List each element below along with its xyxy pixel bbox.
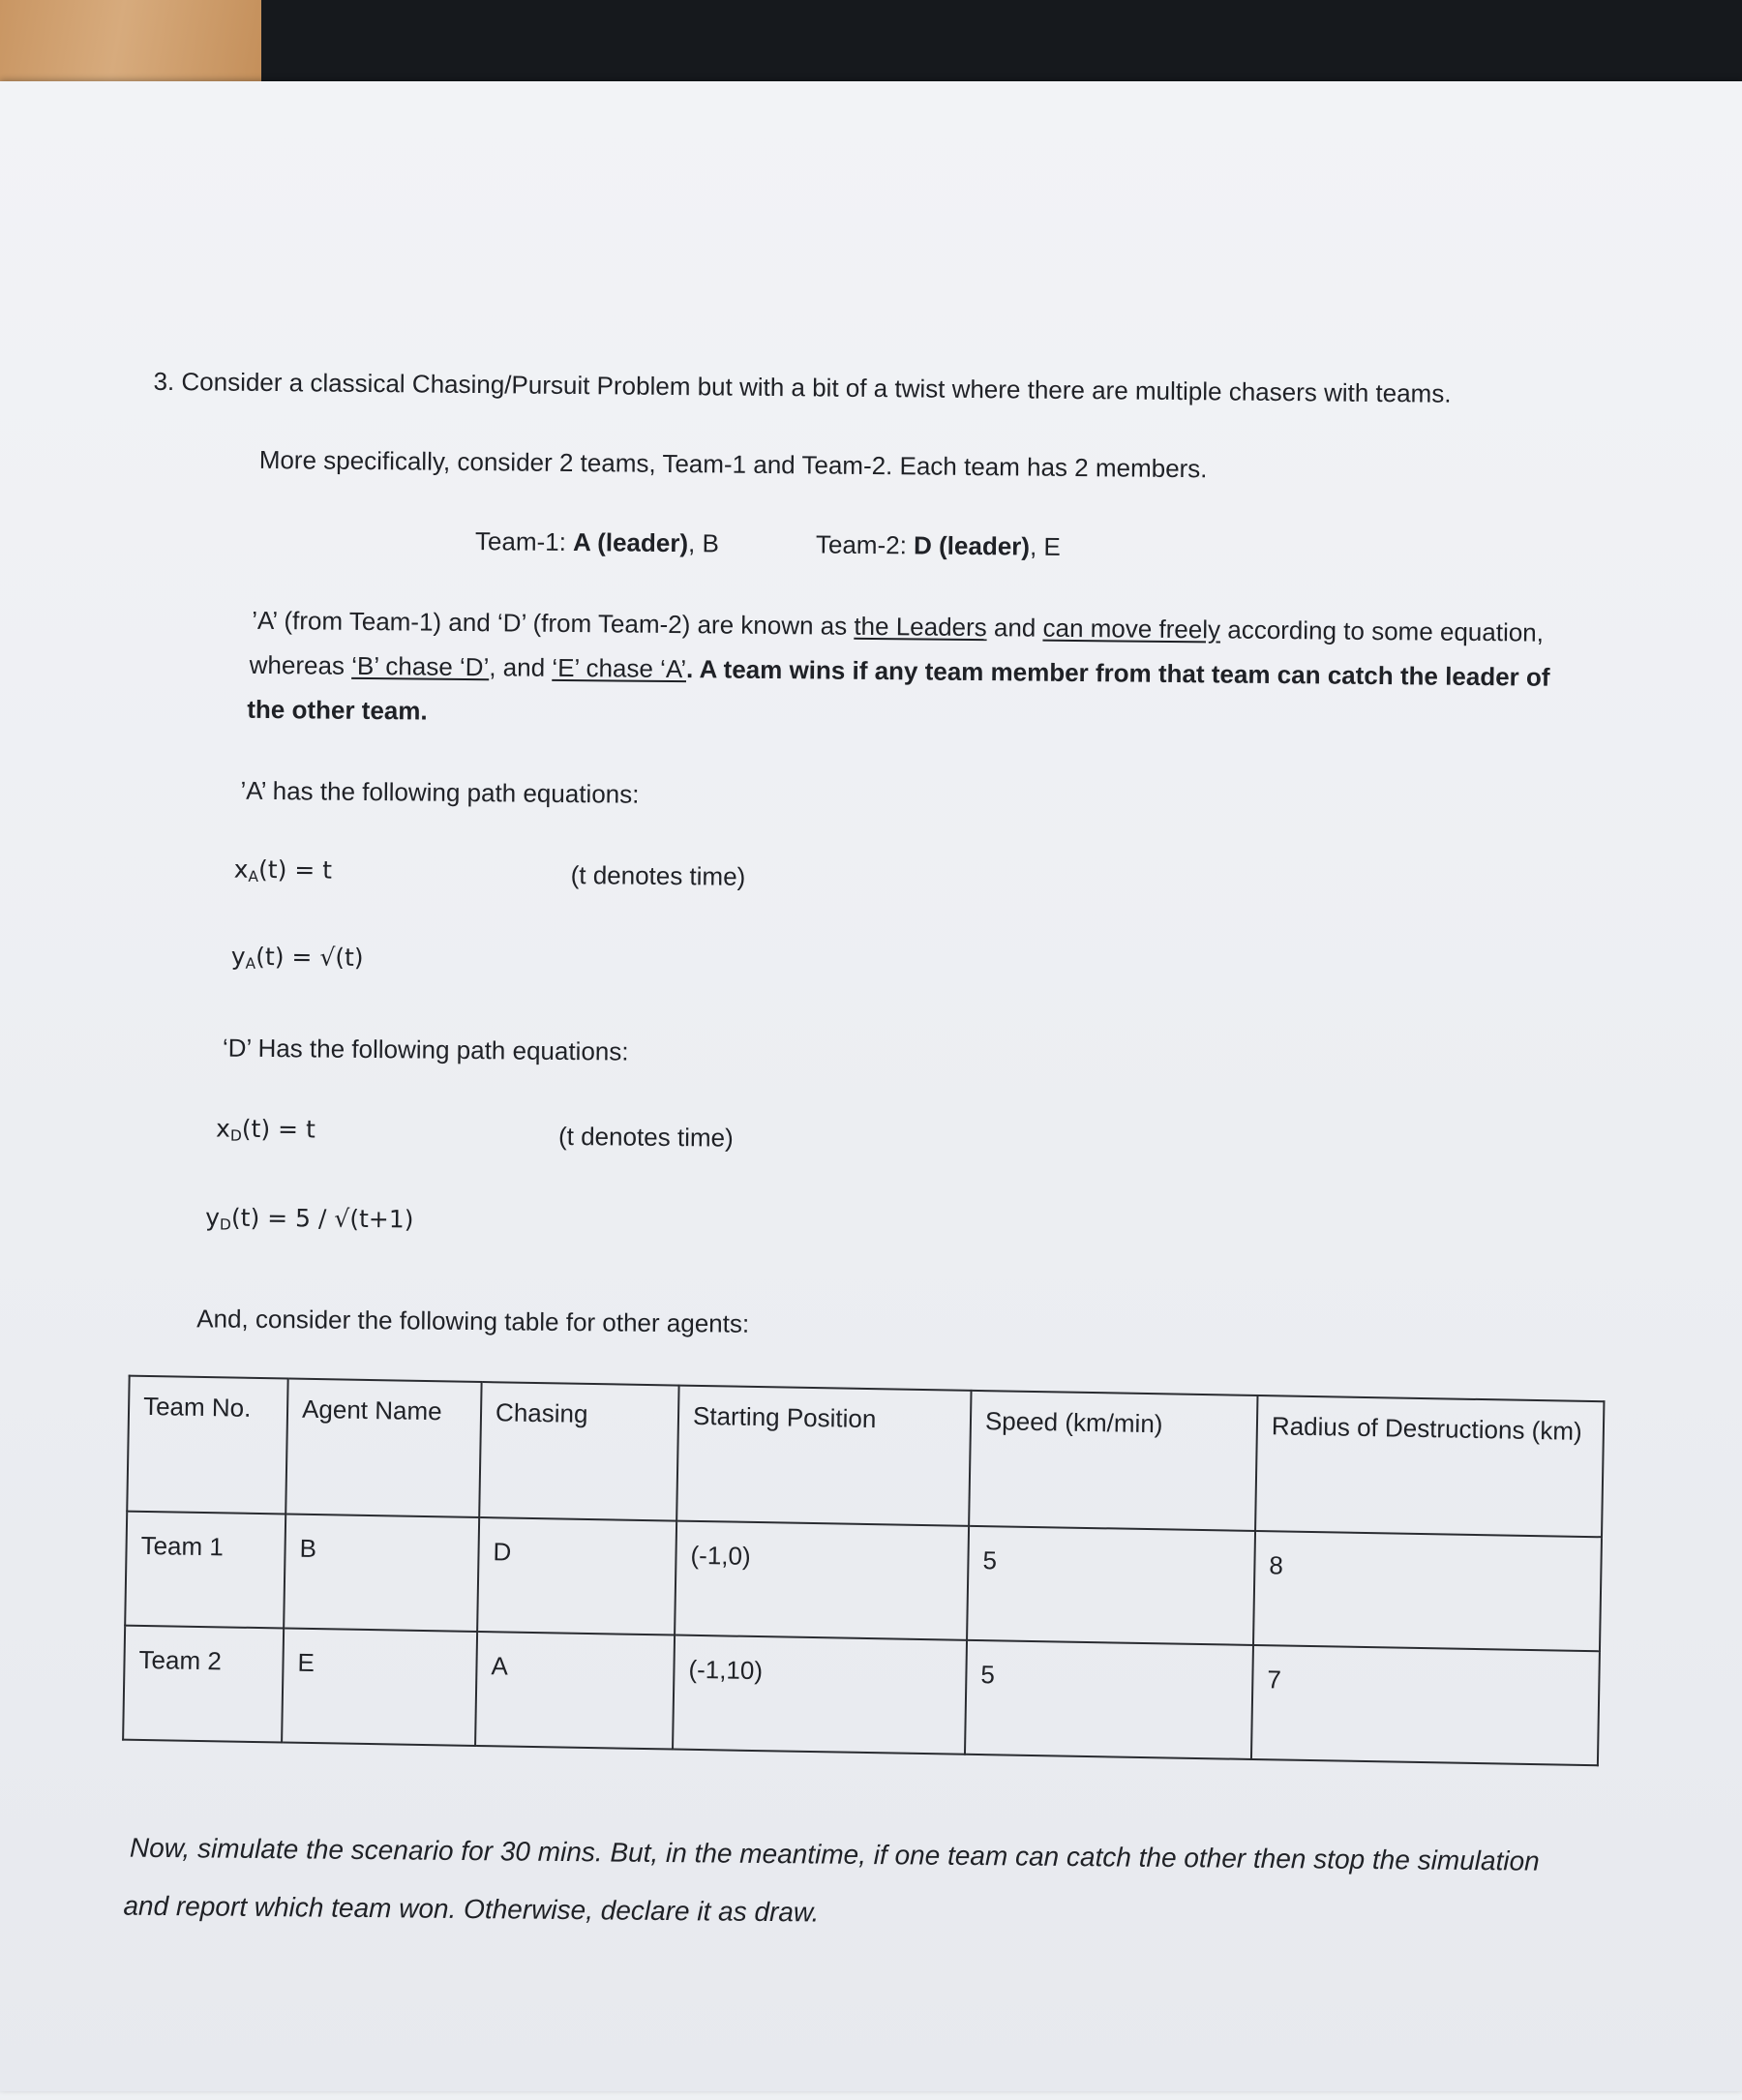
rules-text: whereas (249, 649, 352, 680)
equation-variable: x (216, 1114, 231, 1143)
header-starting-position: Starting Position (676, 1386, 971, 1526)
question-intro: 3. Consider a classical Chasing/Pursuit Problem but with a bit of a twist where there are multiple chasers with teams. (153, 366, 1452, 408)
team-1-members (475, 525, 719, 559)
rules-line-2 (250, 648, 1550, 694)
a-x-equation (233, 854, 332, 894)
agents-table (122, 1375, 1605, 1767)
d-path-heading: ‘D’ Has the following path equations: (222, 1033, 629, 1066)
team-2-member: , E (1029, 531, 1061, 561)
cell-radius: 7 (1251, 1645, 1600, 1765)
equation-subscript: D (229, 1126, 242, 1145)
header-speed: Speed (km/min) (969, 1391, 1257, 1531)
teams-description: More specifically, consider 2 teams, Team-1 and Team-2. Each team has 2 members. (258, 444, 1208, 484)
d-x-equation (216, 1113, 315, 1154)
header-radius: Radius of Destructions (km) (1255, 1395, 1604, 1537)
cell-chasing: D (477, 1517, 676, 1635)
cell-agent: E (282, 1628, 477, 1745)
team-1-leader: A (leader) (572, 527, 689, 558)
rules-text: according to some equation, (1219, 615, 1545, 647)
header-agent-name: Agent Name (285, 1379, 481, 1517)
d-y-equation (205, 1201, 414, 1243)
team-2-members (816, 527, 1061, 562)
rules-text: ’A’ (from Team-1) and ‘D’ (from Team-2) are known as (252, 605, 855, 641)
table-row (123, 1626, 1600, 1766)
cell-team: Team 2 (123, 1626, 284, 1743)
rules-text: , and (489, 652, 553, 682)
team-1-prefix: Team-1: (474, 526, 574, 557)
equation-rhs: (t) = √(t) (255, 942, 364, 972)
cell-chasing: A (475, 1632, 675, 1750)
rules-line-1 (252, 604, 1544, 649)
header-team-no: Team No. (127, 1376, 287, 1515)
table-intro: And, consider the following table for other agents: (196, 1304, 750, 1338)
a-time-note: (t denotes time) (570, 860, 746, 891)
equation-variable: y (205, 1203, 221, 1232)
d-time-note: (t denotes time) (557, 1121, 734, 1153)
cell-start: (-1,0) (675, 1521, 969, 1640)
team-2-prefix: Team-2: (815, 529, 915, 560)
equation-variable: y (230, 942, 246, 971)
equation-subscript: A (245, 954, 256, 973)
cell-agent: B (284, 1515, 479, 1632)
b-chase-d-underlined: ‘B’ chase ‘D’ (351, 650, 490, 682)
e-chase-a-underlined: ‘E’ chase ‘A’ (552, 652, 687, 684)
cell-start: (-1,10) (673, 1635, 967, 1755)
cell-radius: 8 (1253, 1531, 1602, 1651)
equation-subscript: A (248, 867, 259, 885)
header-chasing: Chasing (479, 1382, 678, 1521)
equation-variable: x (233, 855, 249, 884)
closing-line-2: and report which team won. Otherwise, declare it as draw. (123, 1890, 820, 1928)
leaders-underlined: the Leaders (854, 611, 987, 643)
table-header-row (127, 1376, 1604, 1538)
team-2-leader: D (leader) (913, 530, 1031, 561)
rules-line-3: the other team. (247, 694, 428, 726)
equation-rhs: (t) = t (257, 855, 333, 885)
team-1-member: , B (687, 528, 720, 558)
equation-rhs: (t) = 5 / √(t+1) (230, 1203, 414, 1234)
cell-speed: 5 (965, 1640, 1253, 1759)
closing-line-1: Now, simulate the scenario for 30 mins. But, in the meantime, if one team can catch the other then stop the simulation (129, 1832, 1540, 1876)
equation-rhs: (t) = t (241, 1114, 315, 1144)
move-freely-underlined: can move freely (1042, 613, 1221, 645)
cell-speed: 5 (967, 1526, 1255, 1645)
a-y-equation (231, 941, 364, 981)
equation-subscript: D (219, 1215, 232, 1234)
win-condition-text: . A team wins if any team member from that team can catch the leader of (685, 654, 1550, 692)
a-path-heading: ’A’ has the following path equations: (240, 775, 640, 809)
cell-team: Team 1 (125, 1512, 285, 1629)
rules-text: and (986, 613, 1043, 643)
